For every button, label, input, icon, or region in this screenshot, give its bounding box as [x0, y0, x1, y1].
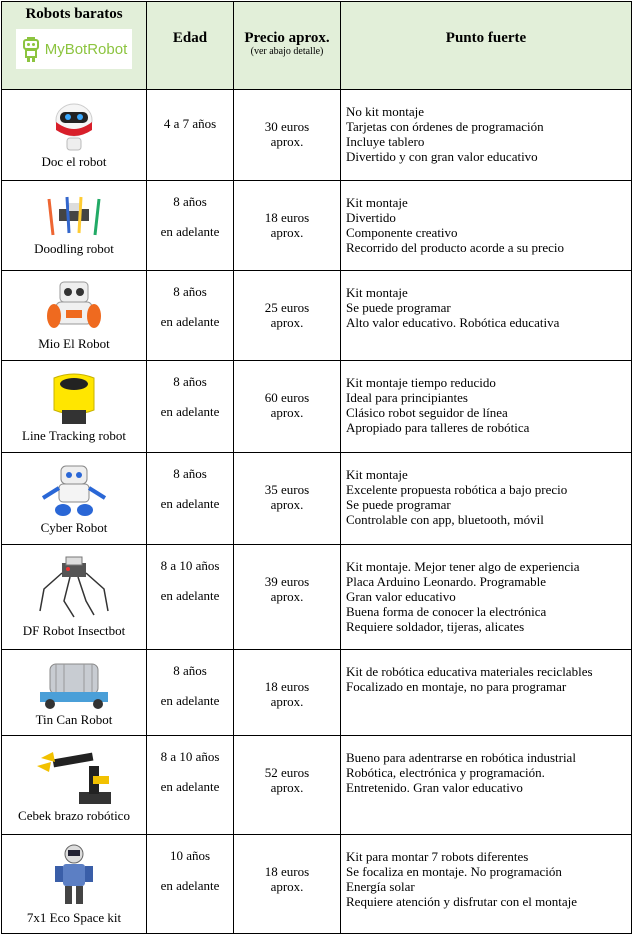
table-row	[2, 271, 632, 361]
robot-cell: DF Robot Insectbot	[2, 545, 147, 650]
robot-cell: Doc el robot	[2, 90, 147, 181]
header-row	[2, 2, 632, 90]
price-cell: 35 euros aprox.	[234, 453, 341, 545]
price-cell: 18 euros aprox.	[234, 835, 341, 934]
header-title: Robots baratos	[25, 6, 123, 22]
cyber-robot-image	[37, 462, 111, 518]
price-cell: 18 euros aprox.	[234, 650, 341, 736]
eco-space-kit-image	[49, 842, 99, 908]
price-cell: 52 euros aprox.	[234, 736, 341, 835]
mio-robot-image	[46, 280, 102, 334]
feature-cell: Bueno para adentrarse en robótica industrial Robótica, electrónica y programación. Entretenido. Gran valor educativo	[341, 736, 632, 835]
table-row	[2, 835, 632, 934]
cebek-arm-image	[31, 746, 117, 806]
header-robots-cell	[2, 2, 147, 90]
feature-cell: Kit de robótica educativa materiales reciclables Focalizado en montaje, no para programar	[341, 650, 632, 736]
table-row	[2, 545, 632, 650]
doodling-robot-image	[39, 195, 109, 239]
table-row	[2, 181, 632, 271]
age-cell: 4 a 7 años	[147, 90, 234, 181]
age-cell: 8 a 10 años en adelante	[147, 736, 234, 835]
price-cell: 30 euros aprox.	[234, 90, 341, 181]
header-feature: Punto fuerte	[341, 2, 632, 90]
feature-cell: No kit montaje Tarjetas con órdenes de programación Incluye tablero Divertido y con gran valor educativo	[341, 90, 632, 181]
feature-cell: Kit montaje tiempo reducido Ideal para principiantes Clásico robot seguidor de línea Apropiado para talleres de robótica	[341, 361, 632, 453]
feature-cell: Kit montaje Divertido Componente creativo Recorrido del producto acorde a su precio	[341, 181, 632, 271]
age-cell: 8 a 10 años en adelante	[147, 545, 234, 650]
robot-cell: Mio El Robot	[2, 271, 147, 361]
age-cell: 8 años en adelante	[147, 181, 234, 271]
feature-cell: Kit montaje. Mejor tener algo de experiencia Placa Arduino Leonardo. Programable Gran valor educativo Buena forma de conocer la electrónica Requiere soldador, tijeras, alicates	[341, 545, 632, 650]
table-row	[2, 90, 632, 181]
robot-cell: Cyber Robot	[2, 453, 147, 545]
doc-robot-image	[51, 100, 97, 152]
robot-cell: Tin Can Robot	[2, 650, 147, 736]
mybotrobot-logo	[16, 29, 132, 69]
robot-cell: Line Tracking robot	[2, 361, 147, 453]
price-cell: 60 euros aprox.	[234, 361, 341, 453]
price-cell: 25 euros aprox.	[234, 271, 341, 361]
robot-cell: Doodling robot	[2, 181, 147, 271]
line-tracking-robot-image	[48, 370, 100, 426]
price-cell: 39 euros aprox.	[234, 545, 341, 650]
age-cell: 10 años en adelante	[147, 835, 234, 934]
table-row	[2, 453, 632, 545]
tin-can-robot-image	[36, 658, 112, 710]
age-cell: 8 años en adelante	[147, 453, 234, 545]
table-row	[2, 650, 632, 736]
robot-cell: 7x1 Eco Space kit	[2, 835, 147, 934]
table-row	[2, 361, 632, 453]
age-cell: 8 años en adelante	[147, 361, 234, 453]
robot-logo-icon	[21, 36, 41, 62]
table-row	[2, 736, 632, 835]
header-age: Edad	[147, 2, 234, 90]
price-note: (ver abajo detalle)	[250, 46, 324, 57]
robots-table	[1, 1, 632, 934]
header-price: Precio aprox. (ver abajo detalle)	[234, 2, 341, 90]
age-cell: 8 años en adelante	[147, 650, 234, 736]
insectbot-image	[34, 555, 114, 621]
price-cell: 18 euros aprox.	[234, 181, 341, 271]
feature-cell: Kit montaje Excelente propuesta robótica a bajo precio Se puede programar Controlable con app, bluetooth, móvil	[341, 453, 632, 545]
feature-cell: Kit montaje Se puede programar Alto valor educativo. Robótica educativa	[341, 271, 632, 361]
age-cell: 8 años en adelante	[147, 271, 234, 361]
feature-cell: Kit para montar 7 robots diferentes Se focaliza en montaje. No programación Energía solar Requiere atención y disfrutar con el montaje	[341, 835, 632, 934]
logo-text: MyBotRobot	[44, 40, 128, 58]
robot-cell: Cebek brazo robótico	[2, 736, 147, 835]
